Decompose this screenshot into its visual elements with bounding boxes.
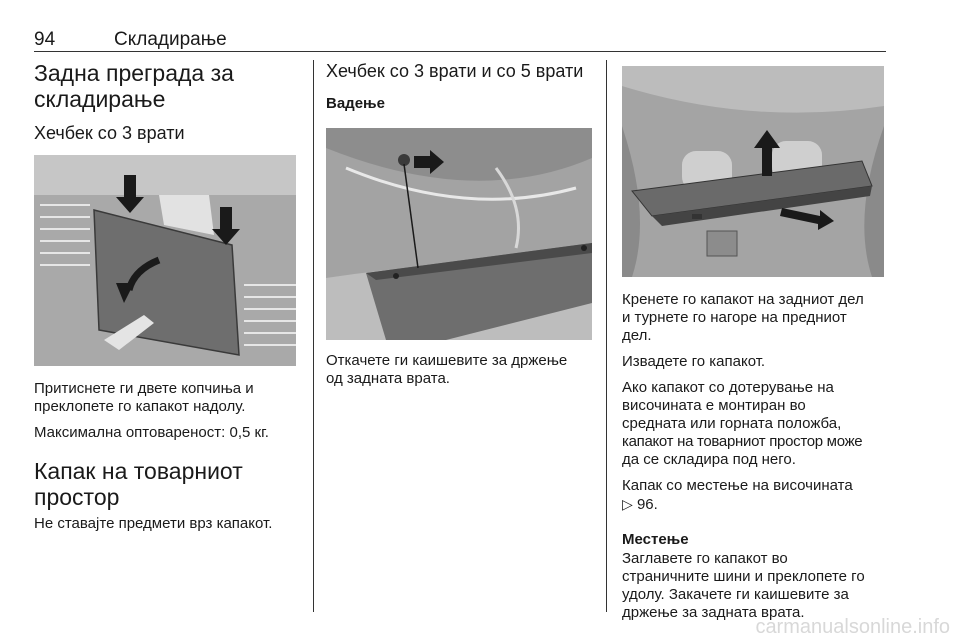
section-title: Задна преграда за складирање: [34, 60, 234, 112]
paragraph: Капак со местење на височината ▷ 96.: [622, 477, 888, 514]
column-divider: [313, 60, 314, 612]
figure-partition-fold: [34, 155, 296, 366]
column-3-text: [622, 291, 888, 622]
paragraph: Ако капакот со дотерување на височината е монтиран во средната или горната положба, капакот на товарниот простор може да се складира под него.: [622, 379, 863, 468]
paragraph: Максимална оптовареност: 0,5 кг.: [34, 424, 269, 441]
column-2-text: [326, 352, 592, 388]
subsection-title: Хечбек со 3 врати и со 5 врати: [326, 61, 584, 81]
sub-heading: Вадење: [326, 95, 385, 112]
paragraph: Не ставајте предмети врз капакот.: [34, 515, 273, 532]
paragraph: Заглавете го капакот во страничните шини и преклопете го удолу. Закачете ги каишевите за држење за задната врата.: [622, 550, 865, 621]
paragraph: Извадете го капакот.: [622, 353, 766, 370]
subsection-title: Хечбек со 3 врати: [34, 123, 185, 143]
paragraph: Притиснете ги двете копчиња и преклопете го капакот надолу.: [34, 380, 254, 415]
column-1-text: [34, 380, 296, 533]
figure-strap-unhook: [326, 128, 592, 340]
page-reference[interactable]: ▷ 96.: [622, 496, 658, 513]
figure-cover-lift: [622, 66, 884, 277]
sub-heading: Местење: [622, 531, 689, 548]
column-2: [326, 60, 592, 114]
page-number: 94: [34, 29, 56, 50]
paragraph: Кренете го капакот на задниот дел и турнете го нагоре на предниот дел.: [622, 291, 864, 344]
column-divider: [606, 60, 607, 612]
watermark: carmanualsonline.info: [755, 616, 950, 638]
column-1: [34, 60, 296, 144]
running-title: Складирање: [114, 29, 227, 50]
paragraph: Откачете ги каишевите за држење од задната врата.: [326, 352, 568, 387]
page-header: [34, 30, 886, 52]
page-reference-arrow-icon: ▷: [622, 496, 633, 512]
section-title: Капак на товарниот простор: [34, 458, 243, 510]
